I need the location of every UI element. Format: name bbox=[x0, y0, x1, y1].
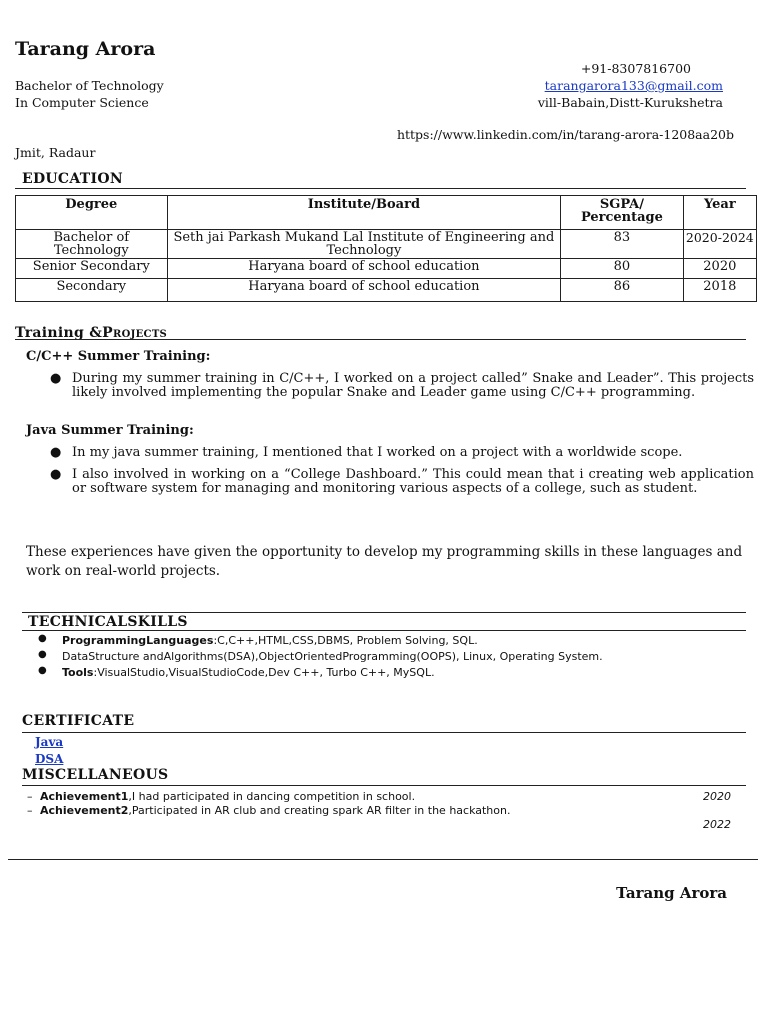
degree-line-2: In Computer Science bbox=[15, 95, 149, 110]
degree-cell: Senior Secondary bbox=[16, 259, 168, 279]
java-training-heading: Java Summer Training: bbox=[26, 423, 194, 438]
dash-icon: – bbox=[27, 804, 33, 817]
dash-icon: – bbox=[27, 790, 33, 803]
college-name: Jmit, Radaur bbox=[15, 145, 96, 160]
degree-line-1: Bachelor of Technology bbox=[15, 78, 164, 93]
list-item bbox=[38, 649, 603, 663]
training-heading-part2: Projects bbox=[102, 325, 168, 341]
year-cell: 2020 bbox=[683, 259, 756, 279]
institute-cell: Haryana board of school education bbox=[167, 259, 561, 279]
list-item bbox=[50, 445, 754, 460]
email-link[interactable]: tarangarora133@gmail.com bbox=[544, 78, 723, 93]
certificate-link-java[interactable]: Java bbox=[35, 735, 64, 749]
address: vill-Babain,Distt-Kurukshetra bbox=[537, 95, 723, 110]
achievement-year: 2020 bbox=[703, 790, 731, 803]
institute-cell: Haryana board of school education bbox=[167, 279, 561, 302]
table-row bbox=[16, 279, 757, 302]
score-cell: 80 bbox=[561, 259, 683, 279]
education-table bbox=[15, 195, 757, 302]
list-item bbox=[50, 371, 754, 400]
bullet-icon: ● bbox=[38, 665, 47, 676]
training-divider bbox=[15, 339, 746, 340]
skills-heading: TECHNICALSKILLS bbox=[28, 614, 188, 630]
candidate-name: Tarang Arora bbox=[15, 38, 156, 60]
bullet-icon: ● bbox=[38, 649, 47, 660]
bullet-text: I also involved in working on a “College Dashboard.” This could mean that i creating web application or software system for managing and monitoring various aspects of a college, such as student. bbox=[72, 467, 754, 496]
misc-heading: MISCELLANEOUS bbox=[22, 767, 169, 783]
score-cell: 86 bbox=[561, 279, 683, 302]
column-header: SGPA/ Percentage bbox=[561, 196, 683, 230]
footer-divider bbox=[8, 859, 758, 860]
year-cell: 2018 bbox=[683, 279, 756, 302]
institute-cell: Seth jai Parkash Mukand Lal Institute of Engineering and Technology bbox=[167, 230, 561, 259]
achievement-label: Achievement2 bbox=[40, 804, 129, 817]
skill-label: Tools bbox=[62, 666, 94, 679]
certificate-divider bbox=[22, 732, 746, 733]
list-item bbox=[27, 804, 511, 817]
training-heading-part1: Training & bbox=[15, 325, 103, 341]
score-cell: 83 bbox=[561, 230, 683, 259]
c-training-heading: C/C++ Summer Training: bbox=[26, 349, 211, 364]
misc-divider bbox=[22, 785, 746, 786]
degree-cell: Secondary bbox=[16, 279, 168, 302]
linkedin-url[interactable]: https://www.linkedin.com/in/tarang-arora-1208aa20b bbox=[396, 127, 734, 142]
skill-text: :VisualStudio,VisualStudioCode,Dev C++, Turbo C++, MySQL. bbox=[93, 666, 435, 679]
column-header: Degree bbox=[16, 196, 168, 230]
list-item bbox=[38, 633, 478, 647]
list-item bbox=[27, 790, 416, 803]
table-row bbox=[16, 259, 757, 279]
achievement-text: ,I had participated in dancing competition in school. bbox=[128, 790, 416, 803]
bullet-text: In my java summer training, I mentioned that I worked on a project with a worldwide scope. bbox=[72, 445, 683, 460]
skills-divider bbox=[22, 630, 746, 631]
table-header-row bbox=[16, 196, 757, 230]
list-item bbox=[50, 467, 754, 496]
education-heading: EDUCATION bbox=[22, 171, 123, 187]
year-cell: 2020-2024 bbox=[683, 230, 756, 259]
achievement-year: 2022 bbox=[703, 818, 731, 831]
table-row bbox=[16, 230, 757, 259]
signature-name: Tarang Arora bbox=[616, 884, 727, 902]
column-header: Institute/Board bbox=[167, 196, 561, 230]
bullet-text: During my summer training in C/C++, I worked on a project called” Snake and Leader”. This projects likely involved implementing the popular Snake and Leader game using C/C++ programming. bbox=[72, 371, 754, 400]
column-header: Year bbox=[683, 196, 756, 230]
summary-paragraph: These experiences have given the opportunity to develop my programming skills in these languages and work on real-world projects. bbox=[26, 544, 743, 579]
list-item bbox=[38, 665, 435, 679]
achievement-label: Achievement1 bbox=[40, 790, 129, 803]
bullet-icon: ● bbox=[50, 467, 62, 482]
skill-label: ProgrammingLanguages bbox=[62, 634, 214, 647]
certificate-heading: CERTIFICATE bbox=[22, 713, 135, 729]
education-divider bbox=[15, 188, 746, 189]
degree-cell: Bachelor of Technology bbox=[16, 230, 168, 259]
bullet-icon: ● bbox=[50, 371, 62, 386]
skills-top-divider bbox=[22, 612, 746, 613]
skill-text: :C,C++,HTML,CSS,DBMS, Problem Solving, SQL. bbox=[213, 634, 478, 647]
bullet-icon: ● bbox=[50, 445, 62, 460]
phone-number: +91-8307816700 bbox=[580, 61, 691, 76]
certificate-link-dsa[interactable]: DSA bbox=[35, 752, 64, 766]
bullet-icon: ● bbox=[38, 633, 47, 644]
skill-text: DataStructure andAlgorithms(DSA),ObjectOrientedProgramming(OOPS), Linux, Operating System. bbox=[62, 650, 603, 663]
achievement-text: ,Participated in AR club and creating spark AR filter in the hackathon. bbox=[128, 804, 511, 817]
